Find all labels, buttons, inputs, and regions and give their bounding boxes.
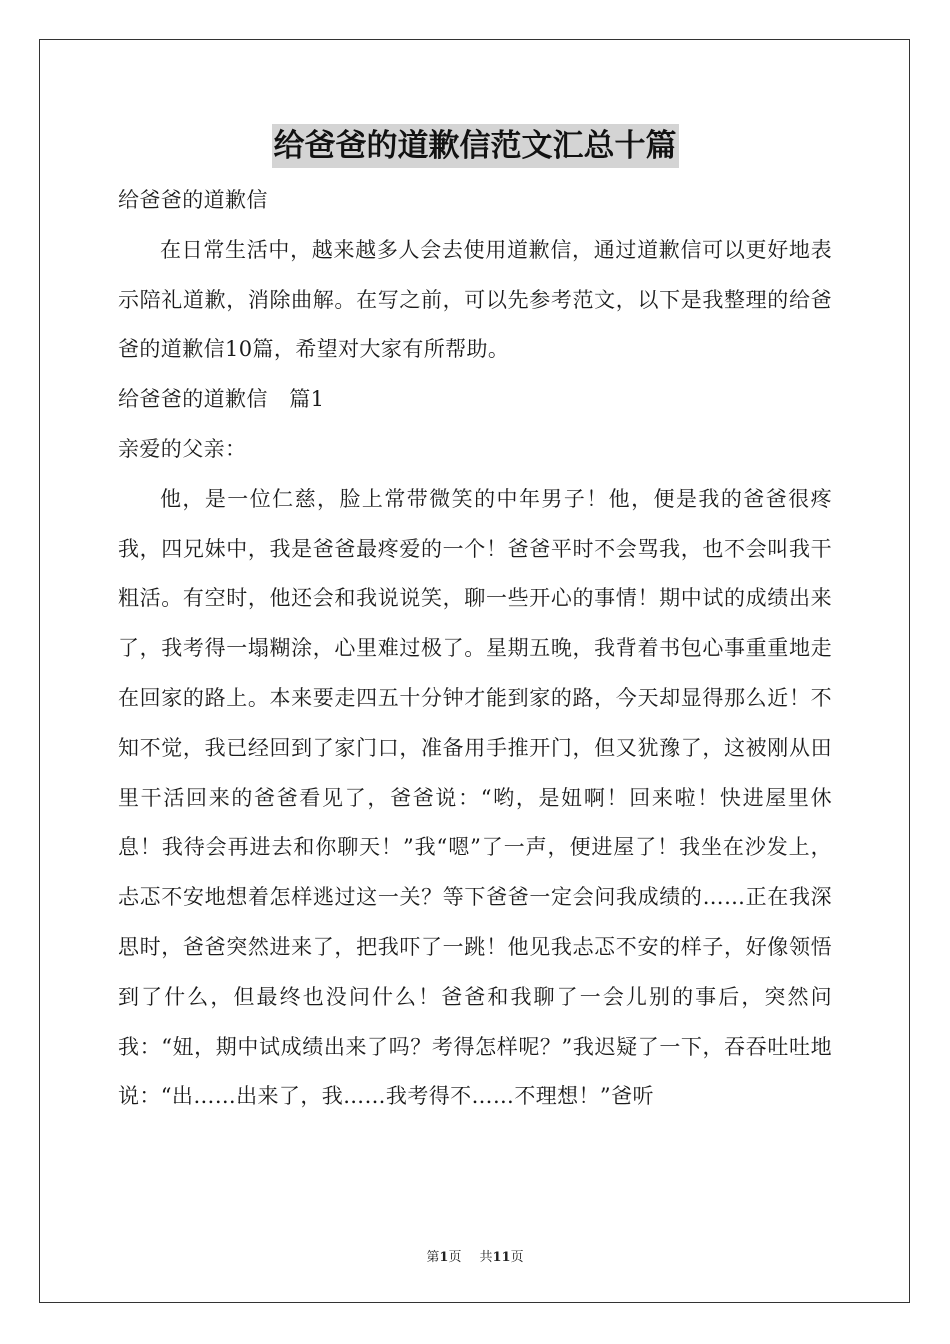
paragraph-body: 他，是一位仁慈，脸上常带微笑的中年男子！他，便是我的爸爸很疼我，四兄妹中，我是爸爸最疼爱的一个！爸爸平时不会骂我，也不会叫我干粗活。有空时，他还会和我说说笑，聊一些开心的事情！期中试的成绩出来了，我考得一塌糊涂，心里难过极了。星期五晚，我背着书包心事重重地走在回家的路上。本来要走四五十分钟才能到家的路，今天却显得那么近！不知不觉，我已经回到了家门口，准备用手推开门，但又犹豫了，这被刚从田里干活回来的爸爸看见了，爸爸说：“哟，是妞啊！回来啦！快进屋里休息！我待会再进去和你聊天！”我“嗯”了一声，便进屋了！我坐在沙发上，忐忑不安地想着怎样逃过这一关？等下爸爸一定会问我成绩的……正在我深思时，爸爸突然进来了，把我吓了一跳！他见我忐忑不安的样子，好像领悟到了什么，但最终也没问什么！爸爸和我聊了一会儿别的事后，突然问我：“妞，期中试成绩出来了吗？考得怎样呢？”我迟疑了一下，吞吞吐吐地说：“出……出来了，我……我考得不……不理想！”爸听	[118, 486, 832, 1109]
document-body	[118, 176, 832, 1122]
footer-total-prefix: 共	[479, 1250, 493, 1265]
paragraph-intro: 在日常生活中，越来越多人会去使用道歉信，通过道歉信可以更好地表示陪礼道歉，消除曲解。在写之前，可以先参考范文，以下是我整理的给爸爸的道歉信10篇，希望对大家有所帮助。	[118, 237, 832, 362]
document-title: 给爸爸的道歉信范文汇总十篇	[272, 124, 679, 168]
footer-page-prefix: 第	[426, 1250, 440, 1265]
page-footer	[0, 1246, 950, 1265]
footer-page-total: 11	[492, 1250, 511, 1265]
paragraph-salutation: 亲爱的父亲：	[118, 436, 247, 461]
paragraph-section-heading: 给爸爸的道歉信 篇1	[118, 387, 325, 412]
paragraph-heading: 给爸爸的道歉信	[118, 188, 268, 212]
footer-page-suffix: 页	[448, 1250, 462, 1265]
footer-total-suffix: 页	[510, 1250, 524, 1265]
footer-page-current: 1	[439, 1250, 449, 1265]
title-container	[0, 124, 950, 168]
